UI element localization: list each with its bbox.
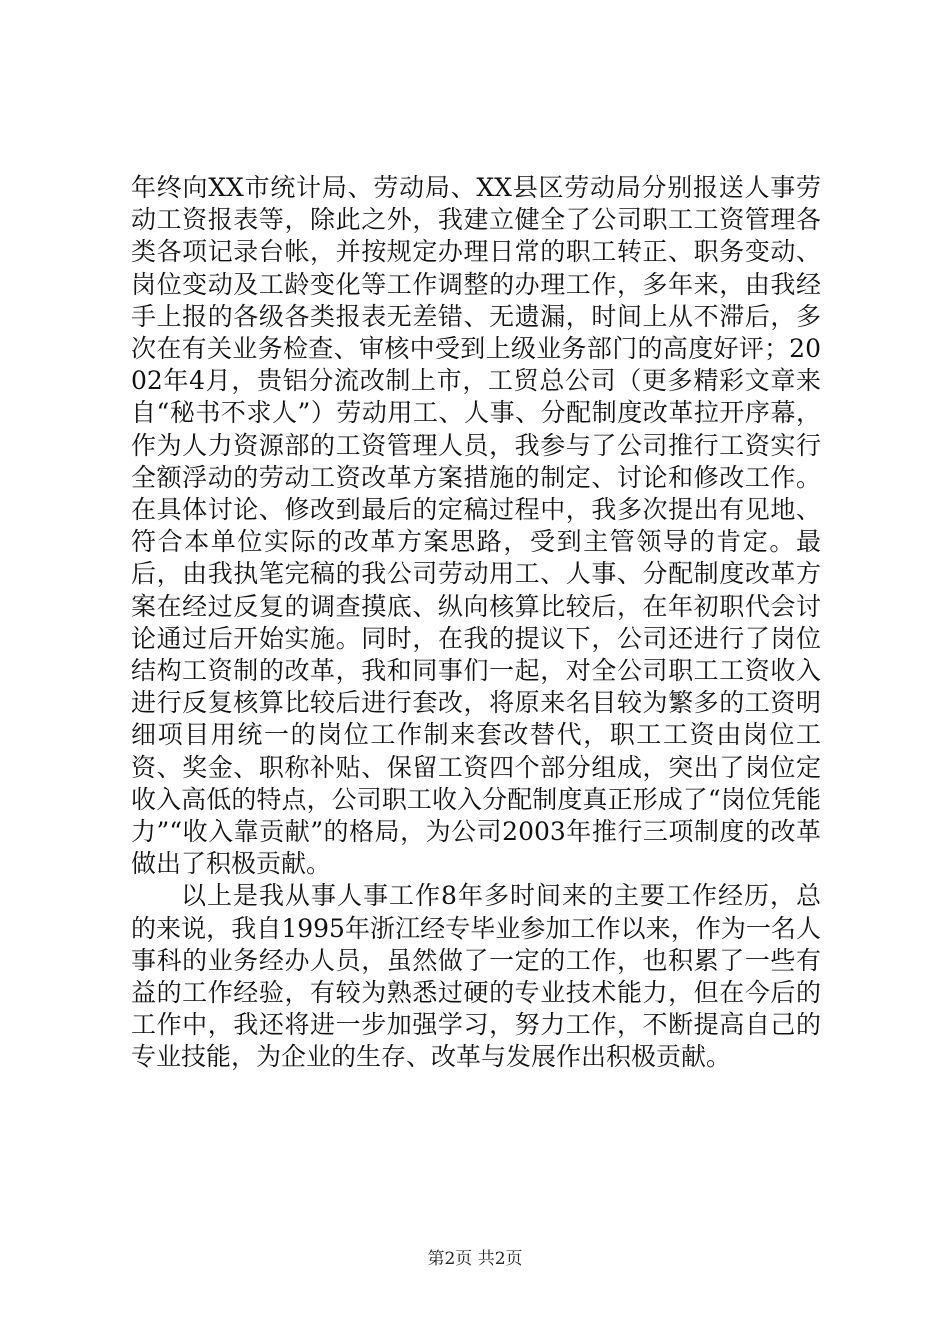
paragraph-work-history: 年终向XX市统计局、劳动局、XX县区劳动局分别报送人事劳动工资报表等，除此之外，我建立健全了公司职工工资管理各类各项记录台帐，并按规定办理日常的职工转正、职务变动、岗位变动及工龄变化等工作调整的办理工作，多年来，由我经手上报的各级各类报表无差错、无遗漏，时间上从不滞后，多次在有关业务检查、审核中受到上级业务部门的高度好评；2002年4月，贵铝分流改制上市，工贸总公司（更多精彩文章来自“秘书不求人”）劳动用工、人事、分配制度改革拉开序幕，作为人力资源部的工资管理人员，我参与了公司推行工资实行全额浮动的劳动工资改革方案措施的制定、讨论和修改工作。在具体讨论、修改到最后的定稿过程中，我多次提出有见地、符合本单位实际的改革方案思路，受到主管领导的肯定。最后，由我执笔完稿的我公司劳动用工、人事、分配制度改革方案在经过反复的调查摸底、纵向核算比较后，在年初职代会讨论通过后开始实施。同时，在我的提议下，公司还进行了岗位结构工资制的改革，我和同事们一起，对全公司职工工资收入进行反复核算比较后进行套改，将原来名目较为繁多的工资明细项目用统一的岗位工作制来套改替代，职工工资由岗位工资、奖金、职称补贴、保留工资四个部分组成，突出了岗位定收入高低的特点，公司职工收入分配制度真正形成了“岗位凭能力”“收入靠贡献”的格局，为公司2003年推行三项制度的改革做出了积极贡献。 [131, 173, 821, 879]
page-number-footer: 第2页 共2页 [427, 1249, 523, 1269]
document-body [131, 172, 821, 1074]
paragraph-summary: 以上是我从事人事工作8年多时间来的主要工作经历，总的来说，我自1995年浙江经专毕业参加工作以来，作为一名人事科的业务经办人员，虽然做了一定的工作，也积累了一些有益的工作经验，有较为熟悉过硬的专业技术能力，但在今后的工作中，我还将进一步加强学习，努力工作，不断提高自己的专业技能，为企业的生存、改革与发展作出积极贡献。 [131, 881, 821, 1072]
